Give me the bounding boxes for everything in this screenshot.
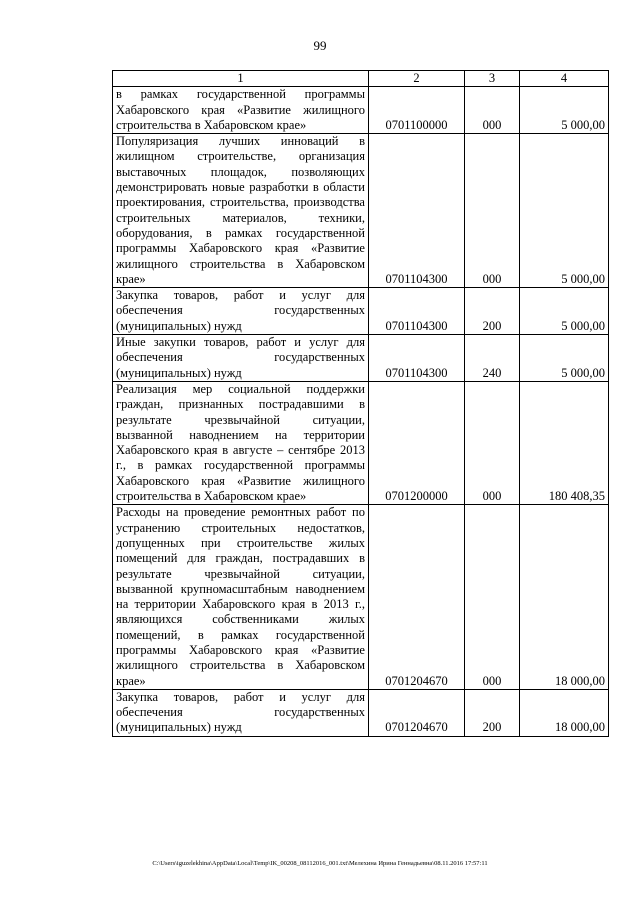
- row-type: 000: [465, 381, 520, 504]
- table-row: [113, 288, 609, 335]
- row-code: 0701204670: [369, 505, 465, 690]
- row-type: 000: [465, 505, 520, 690]
- document-footer-path: C:\Users\iguzelekhina\AppData\Local\Temp\IK_00208_08112016_001.txt\Мелехина Ирина Геннадьевна\08.11.2016 17:57:11: [152, 860, 488, 867]
- row-amount: 18 000,00: [520, 505, 609, 690]
- row-description: Иные закупки товаров, работ и услуг для обеспечения государственных (муниципальных) нужд: [113, 335, 369, 382]
- row-code: 0701104300: [369, 288, 465, 335]
- table-row: [113, 505, 609, 690]
- table-row: [113, 335, 609, 382]
- column-header-1: 1: [113, 71, 369, 87]
- row-code: 0701100000: [369, 87, 465, 134]
- row-type: 200: [465, 288, 520, 335]
- table-header-row: [113, 71, 609, 87]
- table-row: [113, 689, 609, 736]
- row-amount: 5 000,00: [520, 335, 609, 382]
- row-amount: 5 000,00: [520, 288, 609, 335]
- row-type: 000: [465, 134, 520, 288]
- row-code: 0701104300: [369, 335, 465, 382]
- column-header-3: 3: [465, 71, 520, 87]
- row-amount: 5 000,00: [520, 87, 609, 134]
- row-description: Закупка товаров, работ и услуг для обеспечения государственных (муниципальных) нужд: [113, 689, 369, 736]
- table-row: [113, 134, 609, 288]
- page-number: 99: [313, 38, 327, 53]
- row-description: Расходы на проведение ремонтных работ по устранению строительных недостатков, допущенных при строительстве жилых помещений для граждан, пострадавших в результате чрезвычайной ситуации, вызванной крупномасштабным наводнением на территории Хабаровского края в 2013 г., являющихся собственниками жилых помещений, в рамках государственной программы Хабаровского края «Развитие жилищного строительства в Хабаровском крае»: [113, 505, 369, 690]
- row-type: 240: [465, 335, 520, 382]
- column-header-2: 2: [369, 71, 465, 87]
- row-amount: 180 408,35: [520, 381, 609, 504]
- row-description: Реализация мер социальной поддержки граждан, признанных пострадавшими в результате чрезвычайной ситуации, вызванной наводнением на территории Хабаровского края в августе – сентябре 2013 г., в рамках государственной программы Хабаровского края «Развитие жилищного строительства в Хабаровском крае»: [113, 381, 369, 504]
- table-row: [113, 381, 609, 504]
- row-type: 200: [465, 689, 520, 736]
- row-code: 0701104300: [369, 134, 465, 288]
- row-code: 0701204670: [369, 689, 465, 736]
- row-description: в рамках государственной программы Хабаровского края «Развитие жилищного строительства в Хабаровском крае»: [113, 87, 369, 134]
- row-type: 000: [465, 87, 520, 134]
- budget-table: [112, 70, 609, 737]
- row-code: 0701200000: [369, 381, 465, 504]
- row-description: Популяризация лучших инноваций в жилищном строительстве, организация выставочных площадок, позволяющих демонстрировать новые разработки в области проектирования, строительства, производства строительных материалов, техники, оборудования, в рамках государственной программы Хабаровского края «Развитие жилищного строительства в Хабаровском крае»: [113, 134, 369, 288]
- row-amount: 5 000,00: [520, 134, 609, 288]
- column-header-4: 4: [520, 71, 609, 87]
- row-description: Закупка товаров, работ и услуг для обеспечения государственных (муниципальных) нужд: [113, 288, 369, 335]
- table-row: [113, 87, 609, 134]
- row-amount: 18 000,00: [520, 689, 609, 736]
